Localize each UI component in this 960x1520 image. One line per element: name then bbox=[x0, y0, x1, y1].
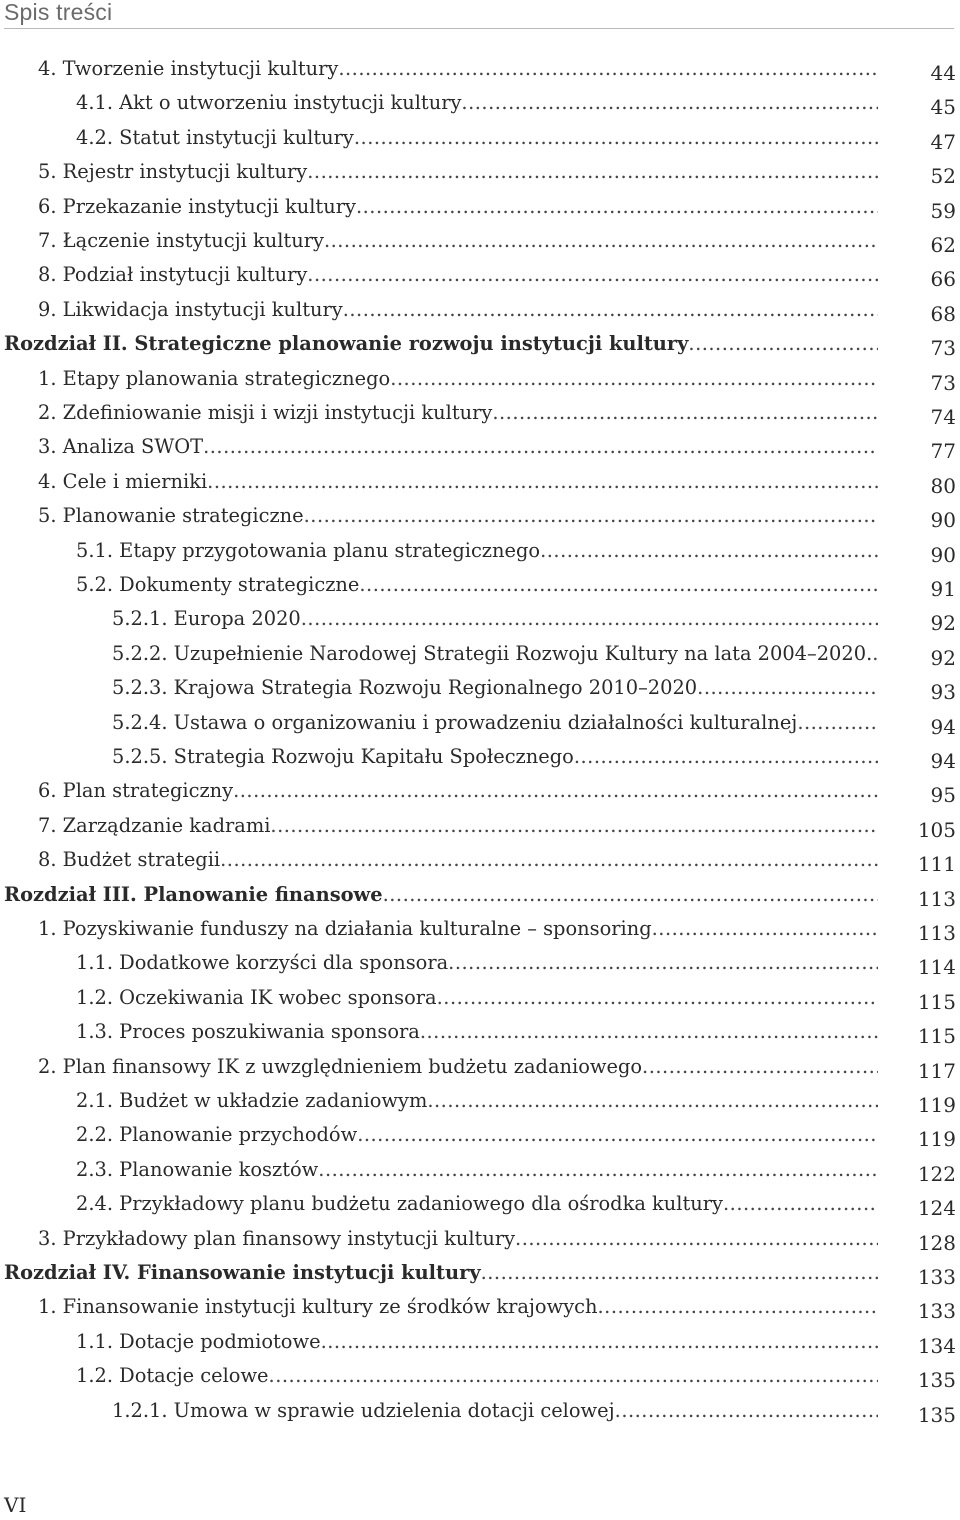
toc-entry-page: 94 bbox=[930, 714, 956, 739]
toc-entry-label bbox=[76, 123, 878, 153]
toc-entry-page: 119 bbox=[917, 1127, 956, 1152]
toc-dot-leader bbox=[318, 1155, 878, 1185]
toc-entry-title: 4. Tworzenie instytucji kultury bbox=[38, 57, 339, 80]
toc-entry-page: 73 bbox=[930, 370, 956, 395]
toc-entry-page: 92 bbox=[930, 611, 956, 636]
toc-entry[interactable] bbox=[0, 123, 960, 157]
toc-entry-label bbox=[112, 742, 878, 772]
toc-entry-title: 5.2.4. Ustawa o organizowaniu i prowadzeniu działalności kulturalnej bbox=[112, 710, 798, 734]
toc-entry[interactable] bbox=[0, 1120, 960, 1154]
toc-entry-page: 117 bbox=[917, 1058, 956, 1083]
toc-entry-title: 3. Analiza SWOT bbox=[38, 435, 204, 459]
toc-dot-leader bbox=[343, 295, 878, 325]
toc-entry[interactable] bbox=[0, 811, 960, 845]
toc-entry[interactable] bbox=[0, 983, 960, 1017]
toc-entry-page: 62 bbox=[930, 233, 956, 257]
toc-entry-page: 119 bbox=[917, 1093, 956, 1117]
toc-entry-title: 1. Pozyskiwanie funduszy na działania kulturalne – sponsoring bbox=[38, 917, 652, 940]
toc-entry-title: 5.2.2. Uzupełnienie Narodowej Strategii Rozwoju Kultury na lata 2004–2020. bbox=[112, 641, 873, 665]
toc-entry-page: 124 bbox=[917, 1196, 956, 1221]
toc-entry-page: 45 bbox=[930, 95, 956, 120]
toc-dot-leader bbox=[515, 1224, 878, 1254]
toc-entry-label bbox=[76, 1086, 878, 1116]
toc-entry-label bbox=[38, 1224, 878, 1254]
toc-entry-label bbox=[76, 570, 878, 600]
toc-dot-leader bbox=[574, 742, 878, 772]
toc-dot-leader bbox=[356, 192, 878, 222]
toc-entry-label bbox=[112, 1396, 878, 1426]
toc-entry[interactable] bbox=[0, 673, 960, 707]
toc-entry-label bbox=[38, 811, 878, 841]
toc-dot-leader bbox=[270, 811, 878, 841]
toc-entry-title: 2.3. Planowanie kosztów bbox=[76, 1157, 319, 1181]
toc-entry-page: 113 bbox=[917, 886, 956, 911]
toc-entry-label bbox=[4, 1258, 878, 1288]
toc-dot-leader bbox=[652, 914, 878, 944]
toc-dot-leader bbox=[338, 54, 878, 84]
toc-entry-title: 5.2.3. Krajowa Strategia Rozwoju Regionalnego 2010–2020 bbox=[112, 676, 698, 700]
toc-entry-page: 77 bbox=[930, 439, 956, 464]
page-number: VI bbox=[4, 1493, 27, 1517]
toc-dot-leader bbox=[301, 604, 878, 634]
toc-entry-label bbox=[38, 845, 878, 875]
toc-dot-leader bbox=[307, 260, 878, 290]
toc-entry-label bbox=[76, 983, 878, 1013]
toc-entry-page: 135 bbox=[917, 1402, 956, 1427]
toc-entry-title: Rozdział IV. Finansowanie instytucji kultury bbox=[4, 1261, 481, 1284]
toc-entry[interactable] bbox=[0, 1327, 960, 1361]
toc-entry-title: Rozdział II. Strategiczne planowanie rozwoju instytucji kultury bbox=[4, 332, 689, 356]
toc-dot-leader bbox=[390, 364, 878, 394]
toc-entry-label bbox=[76, 1327, 878, 1357]
toc-entry-page: 113 bbox=[917, 921, 956, 945]
toc-entry-page: 111 bbox=[917, 852, 956, 877]
toc-entry-label bbox=[38, 1052, 878, 1082]
toc-entry[interactable] bbox=[0, 295, 960, 329]
toc-entry-label bbox=[76, 88, 878, 118]
toc-entry-title: 7. Zarządzanie kadrami bbox=[38, 813, 271, 837]
toc-entry-title: 8. Budżet strategii bbox=[38, 848, 221, 872]
toc-entry-title: 2. Zdefiniowanie misji i wizji instytucji kultury bbox=[38, 401, 493, 424]
toc-entry-page: 133 bbox=[917, 1299, 956, 1324]
toc-entry-title: 4.2. Statut instytucji kultury bbox=[76, 125, 354, 149]
toc-entry-title: 5.2.5. Strategia Rozwoju Kapitału Społecznego bbox=[112, 745, 574, 768]
toc-entry[interactable] bbox=[0, 536, 960, 570]
toc-entry-label bbox=[76, 1017, 878, 1047]
toc-entry-label bbox=[38, 467, 878, 497]
toc-entry[interactable] bbox=[0, 501, 960, 535]
toc-entry-title: 6. Plan strategiczny bbox=[38, 779, 234, 803]
toc-dot-leader bbox=[688, 329, 878, 359]
toc-dot-leader bbox=[324, 226, 878, 256]
toc-entry[interactable] bbox=[0, 88, 960, 122]
toc-dot-leader bbox=[304, 501, 878, 531]
toc-entry[interactable] bbox=[0, 157, 960, 191]
toc-entry-label bbox=[38, 501, 878, 531]
toc-entry-page: 94 bbox=[930, 749, 956, 773]
toc-entry[interactable] bbox=[0, 776, 960, 810]
toc-entry-label bbox=[76, 1155, 878, 1185]
toc-entry-label bbox=[38, 364, 878, 394]
toc-entry[interactable] bbox=[0, 1052, 960, 1086]
toc-entry[interactable] bbox=[0, 260, 960, 294]
toc-entry-page: 66 bbox=[930, 267, 956, 292]
toc-dot-leader bbox=[492, 398, 878, 428]
toc-entry[interactable] bbox=[0, 570, 960, 604]
toc-entry-title: 5. Rejestr instytucji kultury bbox=[38, 160, 308, 184]
toc-entry-label bbox=[38, 914, 878, 944]
toc-entry-label bbox=[112, 604, 878, 634]
toc-entry-title: 1.2. Oczekiwania IK wobec sponsora bbox=[76, 985, 437, 1009]
toc-entry-page: 68 bbox=[930, 301, 956, 326]
toc-entry[interactable] bbox=[0, 364, 960, 398]
toc-dot-leader bbox=[203, 432, 878, 462]
toc-entry-page: 74 bbox=[930, 405, 956, 429]
toc-entry-title: 5. Planowanie strategiczne bbox=[38, 504, 304, 528]
toc-entry-page: 91 bbox=[930, 577, 956, 601]
toc-entry-title: 2.4. Przykładowy planu budżetu zadaniowego dla ośrodka kultury bbox=[76, 1192, 723, 1216]
toc-dot-leader bbox=[437, 983, 878, 1013]
toc-entry[interactable] bbox=[0, 1155, 960, 1189]
toc-dot-leader bbox=[321, 1327, 878, 1357]
toc-entry-page: 44 bbox=[930, 61, 956, 85]
toc-dot-leader bbox=[383, 880, 878, 910]
toc-entry[interactable] bbox=[0, 1292, 960, 1326]
toc-dot-leader bbox=[481, 1258, 878, 1288]
toc-entry[interactable] bbox=[0, 845, 960, 879]
toc-entry-page: 80 bbox=[930, 473, 956, 498]
toc-dot-leader bbox=[420, 1017, 878, 1047]
toc-entry-label bbox=[112, 708, 878, 738]
toc-entry-title: 1.2.1. Umowa w sprawie udzielenia dotacji celowej bbox=[112, 1398, 615, 1422]
toc-entry[interactable] bbox=[0, 192, 960, 226]
toc-entry-label bbox=[76, 536, 878, 566]
toc-dot-leader bbox=[207, 467, 878, 497]
toc-entry-page: 95 bbox=[930, 783, 956, 808]
toc-entry-label bbox=[76, 1120, 878, 1150]
toc-entry-label bbox=[4, 880, 878, 910]
toc-entry-title: 2. Plan finansowy IK z uwzględnieniem budżetu zadaniowego bbox=[38, 1054, 643, 1078]
toc-entry[interactable] bbox=[0, 742, 960, 776]
toc-entry-title: 1.1. Dodatkowe korzyści dla sponsora bbox=[76, 951, 449, 975]
toc-entry-label bbox=[38, 432, 878, 462]
toc-entry-title: 1. Etapy planowania strategicznego bbox=[38, 366, 391, 390]
toc-entry-title: 3. Przykładowy plan finansowy instytucji kultury bbox=[38, 1226, 516, 1250]
toc-entry-page: 73 bbox=[930, 336, 956, 361]
toc-entry-page: 93 bbox=[930, 680, 956, 705]
toc-entry-label bbox=[112, 639, 878, 669]
toc-entry[interactable] bbox=[0, 1361, 960, 1395]
toc-entry-title: 5.2. Dokumenty strategiczne bbox=[76, 573, 360, 596]
toc-entry-label bbox=[38, 192, 878, 222]
toc-entry[interactable] bbox=[0, 708, 960, 742]
toc-entry-label bbox=[4, 329, 878, 359]
toc-entry[interactable] bbox=[0, 1189, 960, 1223]
toc-entry-label bbox=[38, 226, 878, 256]
toc-dot-leader bbox=[615, 1396, 878, 1426]
toc-entry-label bbox=[112, 673, 878, 703]
toc-dot-leader bbox=[359, 570, 878, 600]
toc-dot-leader bbox=[307, 157, 878, 187]
toc-entry[interactable] bbox=[0, 329, 960, 363]
toc-dot-leader bbox=[642, 1052, 878, 1082]
toc-entry-page: 52 bbox=[930, 164, 956, 189]
toc-entry-page: 105 bbox=[917, 817, 956, 842]
toc-entry-title: 4.1. Akt o utworzeniu instytucji kultury bbox=[76, 91, 462, 115]
toc-entry[interactable] bbox=[0, 1224, 960, 1258]
toc-entry-title: Rozdział III. Planowanie finansowe bbox=[4, 882, 383, 906]
toc-entry[interactable] bbox=[0, 914, 960, 948]
toc-dot-leader bbox=[233, 776, 878, 806]
toc-entry-title: 5.2.1. Europa 2020 bbox=[112, 607, 301, 631]
toc-entry-page: 133 bbox=[917, 1265, 956, 1289]
toc-entry[interactable] bbox=[0, 1258, 960, 1292]
toc-entry[interactable] bbox=[0, 1396, 960, 1430]
toc-entry-page: 135 bbox=[917, 1368, 956, 1393]
toc-dot-leader bbox=[357, 1120, 878, 1150]
toc-dot-leader bbox=[723, 1189, 878, 1219]
toc-dot-leader bbox=[220, 845, 878, 875]
page-header-title: Spis treści bbox=[4, 0, 113, 25]
toc-entry-title: 5.1. Etapy przygotowania planu strategicznego bbox=[76, 538, 541, 562]
toc-entry-page: 128 bbox=[917, 1230, 956, 1255]
toc-entry-label bbox=[38, 260, 878, 290]
toc-entry[interactable] bbox=[0, 639, 960, 673]
toc-entry[interactable] bbox=[0, 604, 960, 638]
toc-entry-page: 92 bbox=[930, 645, 956, 670]
toc-dot-leader bbox=[540, 536, 878, 566]
toc-entry-label bbox=[38, 1292, 878, 1322]
toc-dot-leader bbox=[872, 639, 878, 669]
toc-entry-title: 4. Cele i mierniki bbox=[38, 469, 208, 493]
toc-entry-page: 90 bbox=[930, 508, 956, 533]
toc-entry-page: 90 bbox=[930, 542, 956, 567]
toc-entry-title: 6. Przekazanie instytucji kultury bbox=[38, 194, 356, 218]
toc-entry[interactable] bbox=[0, 432, 960, 466]
toc-entry-label bbox=[76, 948, 878, 978]
toc-entry[interactable] bbox=[0, 1017, 960, 1051]
toc-entry-page: 47 bbox=[930, 129, 956, 154]
toc-entry-label bbox=[38, 157, 878, 187]
toc-entry-title: 2.2. Planowanie przychodów bbox=[76, 1123, 358, 1147]
toc-dot-leader bbox=[461, 88, 878, 118]
toc-entry-title: 2.1. Budżet w układzie zadaniowym bbox=[76, 1089, 428, 1112]
toc-entry[interactable] bbox=[0, 467, 960, 501]
page-header bbox=[4, 0, 954, 29]
toc-dot-leader bbox=[448, 948, 878, 978]
toc-entry-title: 8. Podział instytucji kultury bbox=[38, 263, 308, 287]
toc-entry-title: 1.1. Dotacje podmiotowe bbox=[76, 1329, 321, 1353]
toc-entry-label bbox=[38, 295, 878, 325]
toc-dot-leader bbox=[354, 123, 878, 153]
toc-entry-title: 9. Likwidacja instytucji kultury bbox=[38, 297, 343, 321]
toc-dot-leader bbox=[427, 1086, 878, 1116]
toc-entry-page: 59 bbox=[930, 198, 956, 223]
toc-entry[interactable] bbox=[0, 880, 960, 914]
toc-entry-page: 115 bbox=[917, 989, 956, 1014]
toc-entry-label bbox=[38, 54, 878, 84]
toc-entry[interactable] bbox=[0, 1086, 960, 1120]
toc-entry-title: 7. Łączenie instytucji kultury bbox=[38, 229, 324, 252]
toc-entry[interactable] bbox=[0, 398, 960, 432]
toc-entry[interactable] bbox=[0, 948, 960, 982]
toc-entry-page: 115 bbox=[917, 1024, 956, 1049]
toc-entry-label bbox=[38, 776, 878, 806]
toc-entry-label bbox=[38, 398, 878, 428]
toc-entry[interactable] bbox=[0, 54, 960, 88]
toc-dot-leader bbox=[797, 708, 878, 738]
toc-entry-page: 122 bbox=[917, 1161, 956, 1186]
toc-dot-leader bbox=[598, 1292, 879, 1322]
toc-entry-label bbox=[76, 1361, 878, 1391]
toc-entry-title: 1.2. Dotacje celowe bbox=[76, 1364, 269, 1388]
toc-entry-page: 134 bbox=[917, 1333, 956, 1358]
toc-dot-leader bbox=[269, 1361, 878, 1391]
toc-entry-page: 114 bbox=[917, 955, 956, 980]
toc-entry-title: 1.3. Proces poszukiwania sponsora bbox=[76, 1020, 420, 1044]
toc-entry-label bbox=[76, 1189, 878, 1219]
toc-entry[interactable] bbox=[0, 226, 960, 260]
toc-entry-title: 1. Finansowanie instytucji kultury ze środków krajowych bbox=[38, 1295, 598, 1319]
toc-dot-leader bbox=[697, 673, 878, 703]
